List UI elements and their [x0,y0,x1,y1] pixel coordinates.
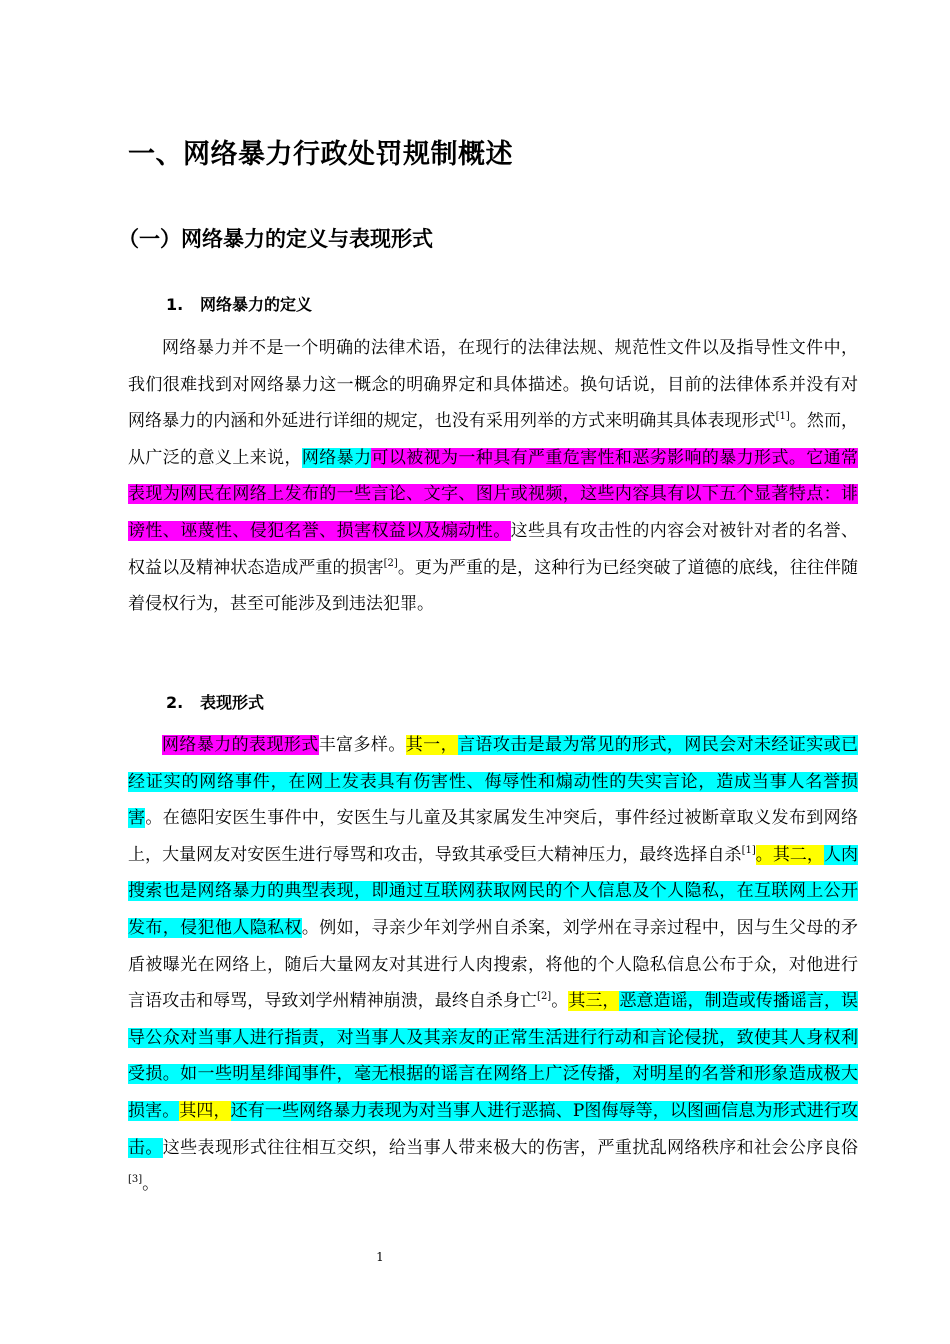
text-run: 网络暴力并不是一个明确的法律术语，在现行的法律法规、规范性文件以及指导性文件中，我们很难找到对网络暴力这一概念的明确界定和具体描述。换句话说，目前的法律体系并没有对网络暴力的内涵和外延进行详细的规定，也没有采用列举的方式来明确其具体表现形式 [128,338,858,432]
text-run: 丰富多样。 [318,735,406,755]
text-run: 。在德阳安医生事件中，安医生与儿童及其家属发生冲突后，事件经过被断章取义发布到网络上，大量网友对安医生进行辱骂和攻击，导致其承受巨大精神压力，最终选择自杀 [128,808,858,865]
citation-ref: [3] [128,1174,143,1186]
highlight-yellow: 其四， [179,1100,231,1121]
highlight-cyan: 人肉搜索也是网络暴力的典型表现，即通过互联网获取网民的个人信息及个人隐私，在互联网上公开发布，侵犯他人隐私权 [128,844,859,938]
text-run: 。然而，从广泛的意义上来说， [128,411,859,468]
highlight-yellow: 其三， [568,991,620,1012]
forms-paragraph [128,727,858,1203]
text-run: 。例如，寻亲少年刘学州自杀案，刘学州在寻亲过程中，因与生父母的矛盾被曝光在网络上，随后大量网友对其进行人肉搜索，将他的个人隐私信息公布于众，对他进行言语攻击和辱骂，导致刘学州精神崩溃，最终自杀身亡 [128,917,859,1012]
highlight-yellow: 其一， [405,735,458,755]
citation-ref: [1] [775,411,790,423]
chapter-heading: 一、网络暴力行政处罚规制概述 [128,139,513,170]
subsection-title: 表现形式 [200,693,265,712]
highlight-cyan: 还有一些网络暴力表现为对当事人进行恶搞、P图侮辱等，以图画信息为形式进行攻击。 [128,1100,859,1158]
citation-ref: [2] [537,991,552,1003]
text-run: 这些表现形式往往相互交织，给当事人带来极大的伤害，严重扰乱网络秩序和社会公序良俗 [162,1137,858,1158]
section-heading: （一）网络暴力的定义与表现形式 [118,227,433,251]
definition-paragraph [128,330,858,623]
page-number: 1 [376,1250,384,1264]
text-run: 。 [142,1174,160,1195]
highlight-cyan: 网络暴力 [301,447,372,468]
subsection-title: 网络暴力的定义 [200,295,313,314]
subsection-heading-definition [166,292,312,315]
text-run: 这些具有攻击性的内容会对被针对者的名誉、权益以及精神状态造成严重的损害 [128,520,859,578]
subsection-heading-forms [166,690,264,713]
highlight-cyan: 言语攻击是最为常见的形式，网民会对未经证实或已经证实的网络事件，在网上发表具有伤害性、侮辱性和煽动性的失实言论，造成当事人名誉损害 [128,735,859,829]
highlight-magenta: 可以被视为一种具有严重危害性和恶劣影响的暴力形式。它通常表现为网民在网络上发布的一些言论、文字、图片或视频，这些内容具有以下五个显著特点：诽谤性、诬蔑性、侵犯名誉、损害权益以及煽动性。 [128,447,859,541]
citation-ref: [2] [383,557,398,569]
highlight-magenta: 网络暴力的表现形式 [162,735,319,755]
subsection-number: 2. [166,693,184,712]
highlight-yellow: 。其二， [755,844,824,865]
subsection-number: 1. [166,295,184,314]
text-run: 。更为严重的是，这种行为已经突破了道德的底线，往往伴随着侵权行为，甚至可能涉及到违法犯罪。 [128,557,859,615]
text-run: 。 [551,991,569,1012]
citation-ref: [1] [741,844,756,856]
highlight-cyan: 恶意造谣，制造或传播谣言，误导公众对当事人进行指责，对当事人及其亲友的正常生活进行行动和言论侵扰，致使其人身权利受损。如一些明星绯闻事件，毫无根据的谣言在网络上广泛传播，对明星的名誉和形象造成极大损害。 [128,991,859,1121]
